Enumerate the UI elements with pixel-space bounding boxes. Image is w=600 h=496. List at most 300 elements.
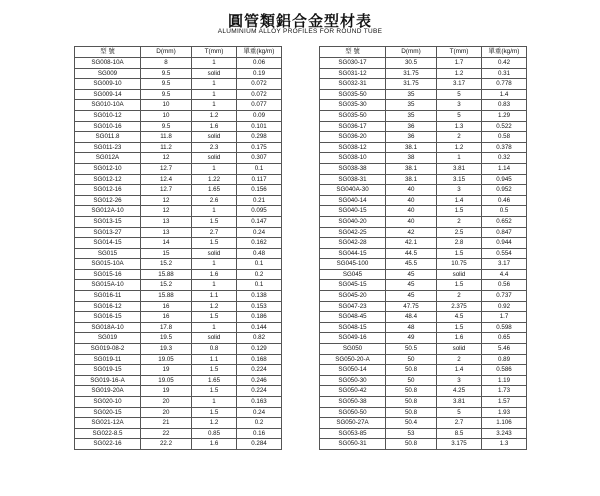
- cell-thickness: 10.75: [437, 259, 482, 270]
- cell-diameter: 19: [141, 365, 192, 376]
- cell-diameter: 15.2: [141, 280, 192, 291]
- cell-model: SG015-16: [75, 269, 141, 280]
- cell-model: SG012-16: [75, 185, 141, 196]
- cell-model: SG012-26: [75, 195, 141, 206]
- cell-diameter: 19.05: [141, 375, 192, 386]
- cell-model: SG009-10: [75, 79, 141, 90]
- header-unit-weight: 單重(kg/m): [237, 47, 282, 58]
- cell-diameter: 30.5: [386, 58, 437, 69]
- cell-diameter: 22: [141, 428, 192, 439]
- cell-model: SG038-31: [320, 174, 386, 185]
- cell-diameter: 45: [386, 280, 437, 291]
- cell-model: SG020-15: [75, 407, 141, 418]
- cell-unit-weight: 1.4: [482, 89, 527, 100]
- cell-unit-weight: 0.168: [237, 354, 282, 365]
- cell-thickness: solid: [192, 153, 237, 164]
- cell-thickness: 1.2: [192, 110, 237, 121]
- cell-thickness: 1.2: [437, 68, 482, 79]
- table-row: [320, 333, 527, 344]
- table-row: [320, 174, 527, 185]
- cell-model: SG048-15: [320, 322, 386, 333]
- cell-unit-weight: 0.944: [482, 238, 527, 249]
- cell-unit-weight: 1.3: [482, 439, 527, 450]
- cell-model: SG035-30: [320, 100, 386, 111]
- cell-model: SG038-12: [320, 142, 386, 153]
- cell-unit-weight: 1.106: [482, 418, 527, 429]
- cell-unit-weight: 0.778: [482, 79, 527, 90]
- cell-thickness: 1.5: [437, 206, 482, 217]
- cell-model: SG019: [75, 333, 141, 344]
- cell-diameter: 20: [141, 407, 192, 418]
- table-row: [75, 248, 282, 259]
- cell-diameter: 12: [141, 195, 192, 206]
- cell-diameter: 48.4: [386, 312, 437, 323]
- cell-unit-weight: 0.175: [237, 142, 282, 153]
- cell-diameter: 50: [386, 375, 437, 386]
- table-row: [320, 365, 527, 376]
- cell-thickness: 2: [437, 216, 482, 227]
- cell-thickness: 3.81: [437, 163, 482, 174]
- cell-unit-weight: 0.129: [237, 344, 282, 355]
- cell-thickness: 1.7: [437, 58, 482, 69]
- cell-thickness: 2: [437, 132, 482, 143]
- cell-model: SG014-15: [75, 238, 141, 249]
- cell-thickness: 1.1: [192, 291, 237, 302]
- cell-diameter: 11.2: [141, 142, 192, 153]
- cell-model: SG010-12: [75, 110, 141, 121]
- cell-unit-weight: 0.5: [482, 206, 527, 217]
- table-row: [75, 206, 282, 217]
- table-row: [75, 163, 282, 174]
- table-row: [320, 163, 527, 174]
- cell-diameter: 42.1: [386, 238, 437, 249]
- table-row: [320, 439, 527, 450]
- table-row: [75, 312, 282, 323]
- cell-model: SG019-15: [75, 365, 141, 376]
- cell-diameter: 12: [141, 153, 192, 164]
- cell-thickness: 1.4: [437, 365, 482, 376]
- table-row: [320, 100, 527, 111]
- cell-thickness: 3: [437, 375, 482, 386]
- cell-unit-weight: 0.147: [237, 216, 282, 227]
- table-row: [320, 132, 527, 143]
- table-row: [75, 354, 282, 365]
- cell-model: SG015-10A: [75, 259, 141, 270]
- cell-model: SG042-28: [320, 238, 386, 249]
- cell-thickness: 1.5: [192, 312, 237, 323]
- cell-thickness: 1.6: [192, 121, 237, 132]
- cell-unit-weight: 1.7: [482, 312, 527, 323]
- cell-model: SG045-20: [320, 291, 386, 302]
- cell-unit-weight: 4.4: [482, 269, 527, 280]
- cell-diameter: 9.5: [141, 68, 192, 79]
- cell-diameter: 21: [141, 418, 192, 429]
- cell-thickness: 1.5: [192, 386, 237, 397]
- cell-unit-weight: 0.117: [237, 174, 282, 185]
- cell-model: SG015: [75, 248, 141, 259]
- table-row: [320, 216, 527, 227]
- page-subtitle: ALUMINIUM ALLOY PROFILES FOR ROUND TUBE: [217, 28, 383, 35]
- cell-diameter: 20: [141, 397, 192, 408]
- cell-unit-weight: 1.19: [482, 375, 527, 386]
- cell-thickness: 1.2: [192, 301, 237, 312]
- cell-diameter: 16: [141, 312, 192, 323]
- cell-thickness: 4.5: [437, 312, 482, 323]
- cell-diameter: 19.3: [141, 344, 192, 355]
- cell-thickness: 1.6: [192, 269, 237, 280]
- table-row: [75, 280, 282, 291]
- table-row: [320, 375, 527, 386]
- cell-unit-weight: 0.83: [482, 100, 527, 111]
- cell-diameter: 49: [386, 333, 437, 344]
- cell-unit-weight: 0.65: [482, 333, 527, 344]
- cell-model: SG013-27: [75, 227, 141, 238]
- cell-model: SG008-10A: [75, 58, 141, 69]
- cell-unit-weight: 0.246: [237, 375, 282, 386]
- table-row: [75, 79, 282, 90]
- cell-model: SG040A-30: [320, 185, 386, 196]
- table-row: [75, 227, 282, 238]
- cell-model: SG048-45: [320, 312, 386, 323]
- cell-unit-weight: 0.21: [237, 195, 282, 206]
- cell-thickness: 1.22: [192, 174, 237, 185]
- cell-unit-weight: 0.58: [482, 132, 527, 143]
- cell-thickness: 5: [437, 89, 482, 100]
- table-row: [75, 322, 282, 333]
- table-row: [75, 439, 282, 450]
- cell-model: SG018A-10: [75, 322, 141, 333]
- cell-model: SG016-15: [75, 312, 141, 323]
- cell-diameter: 13: [141, 227, 192, 238]
- cell-diameter: 11.8: [141, 132, 192, 143]
- table-row: [320, 259, 527, 270]
- cell-diameter: 15.88: [141, 269, 192, 280]
- cell-diameter: 42: [386, 227, 437, 238]
- cell-diameter: 12.7: [141, 163, 192, 174]
- cell-model: SG038-38: [320, 163, 386, 174]
- cell-diameter: 15: [141, 248, 192, 259]
- cell-thickness: 3.175: [437, 439, 482, 450]
- cell-diameter: 45: [386, 269, 437, 280]
- cell-thickness: 2.7: [437, 418, 482, 429]
- cell-unit-weight: 5.46: [482, 344, 527, 355]
- cell-model: SG050-42: [320, 386, 386, 397]
- cell-unit-weight: 0.24: [237, 407, 282, 418]
- table-row: [75, 333, 282, 344]
- cell-diameter: 40: [386, 216, 437, 227]
- cell-diameter: 36: [386, 121, 437, 132]
- cell-unit-weight: 0.19: [237, 68, 282, 79]
- cell-thickness: 1: [192, 206, 237, 217]
- cell-unit-weight: 0.42: [482, 58, 527, 69]
- cell-model: SG016-11: [75, 291, 141, 302]
- cell-model: SG049-16: [320, 333, 386, 344]
- cell-thickness: 1.5: [192, 407, 237, 418]
- table-row: [75, 100, 282, 111]
- profile-table-left: [74, 46, 282, 450]
- cell-thickness: 1.5: [437, 248, 482, 259]
- table-row: [75, 68, 282, 79]
- cell-unit-weight: 0.522: [482, 121, 527, 132]
- table-row: [75, 121, 282, 132]
- table-row: [320, 312, 527, 323]
- cell-thickness: 2.8: [437, 238, 482, 249]
- cell-diameter: 38: [386, 153, 437, 164]
- cell-diameter: 17.8: [141, 322, 192, 333]
- table-row: [320, 269, 527, 280]
- page-title: 圓管類鋁合金型材表: [227, 12, 372, 30]
- cell-diameter: 45: [386, 291, 437, 302]
- cell-model: SG021-12A: [75, 418, 141, 429]
- table-row: [320, 344, 527, 355]
- cell-thickness: solid: [192, 333, 237, 344]
- table-row: [75, 397, 282, 408]
- cell-thickness: 8.5: [437, 428, 482, 439]
- table-row: [320, 121, 527, 132]
- cell-unit-weight: 0.101: [237, 121, 282, 132]
- cell-thickness: 1: [192, 397, 237, 408]
- cell-model: SG040-15: [320, 206, 386, 217]
- cell-diameter: 12.4: [141, 174, 192, 185]
- cell-unit-weight: 0.2: [237, 269, 282, 280]
- cell-thickness: 1.6: [192, 439, 237, 450]
- cell-model: SG032-31: [320, 79, 386, 90]
- cell-unit-weight: 0.186: [237, 312, 282, 323]
- cell-diameter: 50.8: [386, 439, 437, 450]
- header-diameter: D(mm): [141, 47, 192, 58]
- cell-model: SG050: [320, 344, 386, 355]
- cell-thickness: 1: [437, 153, 482, 164]
- cell-model: SG035-50: [320, 110, 386, 121]
- table-row: [75, 344, 282, 355]
- cell-thickness: 1: [192, 259, 237, 270]
- cell-diameter: 12: [141, 206, 192, 217]
- cell-thickness: 3: [437, 185, 482, 196]
- table-row: [75, 195, 282, 206]
- cell-diameter: 38.1: [386, 174, 437, 185]
- table-row: [320, 227, 527, 238]
- cell-thickness: 1: [192, 79, 237, 90]
- cell-thickness: 1.65: [192, 185, 237, 196]
- cell-unit-weight: 0.598: [482, 322, 527, 333]
- cell-model: SG012A: [75, 153, 141, 164]
- table-row: [320, 322, 527, 333]
- cell-unit-weight: 0.1: [237, 259, 282, 270]
- table-row: [75, 89, 282, 100]
- cell-unit-weight: 0.92: [482, 301, 527, 312]
- cell-thickness: 0.8: [192, 344, 237, 355]
- table-row: [75, 407, 282, 418]
- cell-diameter: 15.88: [141, 291, 192, 302]
- table-row: [75, 428, 282, 439]
- cell-model: SG012A-10: [75, 206, 141, 217]
- cell-diameter: 47.75: [386, 301, 437, 312]
- cell-model: SG019-11: [75, 354, 141, 365]
- cell-unit-weight: 0.652: [482, 216, 527, 227]
- cell-unit-weight: 0.298: [237, 132, 282, 143]
- cell-thickness: 1.5: [437, 322, 482, 333]
- cell-model: SG040-20: [320, 216, 386, 227]
- cell-unit-weight: 1.73: [482, 386, 527, 397]
- cell-unit-weight: 0.072: [237, 79, 282, 90]
- table-row: [75, 386, 282, 397]
- cell-diameter: 19: [141, 386, 192, 397]
- table-row: [75, 185, 282, 196]
- cell-unit-weight: 0.1: [237, 280, 282, 291]
- cell-diameter: 38.1: [386, 142, 437, 153]
- cell-unit-weight: 0.16: [237, 428, 282, 439]
- table-row: [320, 79, 527, 90]
- cell-diameter: 35: [386, 89, 437, 100]
- cell-diameter: 50.8: [386, 397, 437, 408]
- table-row: [320, 397, 527, 408]
- cell-thickness: 3.81: [437, 397, 482, 408]
- cell-model: SG022-8.5: [75, 428, 141, 439]
- cell-model: SG050-14: [320, 365, 386, 376]
- table-row: [320, 354, 527, 365]
- header-model: 型 號: [320, 47, 386, 58]
- cell-diameter: 45.5: [386, 259, 437, 270]
- cell-thickness: 2.6: [192, 195, 237, 206]
- cell-thickness: 1.5: [192, 365, 237, 376]
- table-header-row: [75, 47, 282, 58]
- cell-model: SG030-17: [320, 58, 386, 69]
- cell-unit-weight: 0.162: [237, 238, 282, 249]
- cell-unit-weight: 1.14: [482, 163, 527, 174]
- cell-thickness: 1.5: [437, 280, 482, 291]
- cell-diameter: 50.8: [386, 386, 437, 397]
- cell-diameter: 22.2: [141, 439, 192, 450]
- cell-thickness: solid: [192, 68, 237, 79]
- cell-diameter: 50.4: [386, 418, 437, 429]
- cell-diameter: 31.75: [386, 79, 437, 90]
- cell-unit-weight: 0.072: [237, 89, 282, 100]
- cell-diameter: 13: [141, 216, 192, 227]
- cell-diameter: 9.5: [141, 79, 192, 90]
- cell-model: SG031-12: [320, 68, 386, 79]
- cell-thickness: 1: [192, 163, 237, 174]
- header-diameter: D(mm): [386, 47, 437, 58]
- cell-diameter: 48: [386, 322, 437, 333]
- table-row: [320, 418, 527, 429]
- table-row: [320, 428, 527, 439]
- cell-unit-weight: 0.284: [237, 439, 282, 450]
- cell-model: SG019-20A: [75, 386, 141, 397]
- table-row: [75, 238, 282, 249]
- header-unit-weight: 單重(kg/m): [482, 47, 527, 58]
- cell-thickness: 3.15: [437, 174, 482, 185]
- cell-model: SG011.8: [75, 132, 141, 143]
- cell-thickness: 3.17: [437, 79, 482, 90]
- cell-unit-weight: 0.32: [482, 153, 527, 164]
- cell-unit-weight: 1.29: [482, 110, 527, 121]
- cell-diameter: 44.5: [386, 248, 437, 259]
- cell-model: SG045: [320, 269, 386, 280]
- cell-model: SG022-16: [75, 439, 141, 450]
- cell-model: SG012-10: [75, 163, 141, 174]
- cell-model: SG009-14: [75, 89, 141, 100]
- cell-unit-weight: 0.224: [237, 365, 282, 376]
- table-row: [320, 185, 527, 196]
- cell-diameter: 50.8: [386, 407, 437, 418]
- table-row: [320, 291, 527, 302]
- cell-unit-weight: 0.952: [482, 185, 527, 196]
- cell-unit-weight: 0.46: [482, 195, 527, 206]
- cell-model: SG050-31: [320, 439, 386, 450]
- cell-unit-weight: 0.144: [237, 322, 282, 333]
- table-row: [75, 418, 282, 429]
- cell-diameter: 35: [386, 110, 437, 121]
- cell-thickness: 1: [192, 58, 237, 69]
- cell-diameter: 10: [141, 100, 192, 111]
- table-row: [75, 291, 282, 302]
- cell-model: SG050-50: [320, 407, 386, 418]
- header-model: 型 號: [75, 47, 141, 58]
- cell-unit-weight: 0.06: [237, 58, 282, 69]
- cell-unit-weight: 0.82: [237, 333, 282, 344]
- table-row: [75, 153, 282, 164]
- cell-thickness: 2.5: [437, 227, 482, 238]
- cell-unit-weight: 0.48: [237, 248, 282, 259]
- cell-diameter: 40: [386, 185, 437, 196]
- cell-diameter: 50.5: [386, 344, 437, 355]
- cell-diameter: 16: [141, 301, 192, 312]
- cell-thickness: 1: [192, 100, 237, 111]
- cell-model: SG016-12: [75, 301, 141, 312]
- cell-unit-weight: 3.17: [482, 259, 527, 270]
- cell-diameter: 40: [386, 195, 437, 206]
- table-row: [320, 301, 527, 312]
- cell-unit-weight: 0.945: [482, 174, 527, 185]
- cell-thickness: 2: [437, 354, 482, 365]
- table-row: [320, 195, 527, 206]
- table-row: [320, 153, 527, 164]
- cell-diameter: 50.8: [386, 365, 437, 376]
- cell-thickness: solid: [437, 344, 482, 355]
- cell-thickness: 1.65: [192, 375, 237, 386]
- table-header-row: [320, 47, 527, 58]
- cell-model: SG015A-10: [75, 280, 141, 291]
- table-row: [320, 142, 527, 153]
- table-row: [320, 280, 527, 291]
- table-row: [320, 58, 527, 69]
- cell-model: SG038-10: [320, 153, 386, 164]
- cell-model: SG050-30: [320, 375, 386, 386]
- table-row: [320, 206, 527, 217]
- cell-model: SG009: [75, 68, 141, 79]
- cell-unit-weight: 0.378: [482, 142, 527, 153]
- table-row: [75, 132, 282, 143]
- table-row: [75, 58, 282, 69]
- cell-unit-weight: 0.138: [237, 291, 282, 302]
- cell-unit-weight: 0.307: [237, 153, 282, 164]
- cell-model: SG040-14: [320, 195, 386, 206]
- cell-model: SG044-15: [320, 248, 386, 259]
- header-thickness: T(mm): [437, 47, 482, 58]
- cell-unit-weight: 0.224: [237, 386, 282, 397]
- table-row: [75, 365, 282, 376]
- cell-unit-weight: 0.1: [237, 163, 282, 174]
- table-row: [320, 386, 527, 397]
- cell-diameter: 38.1: [386, 163, 437, 174]
- cell-model: SG011-23: [75, 142, 141, 153]
- cell-thickness: 1.5: [192, 216, 237, 227]
- cell-unit-weight: 1.93: [482, 407, 527, 418]
- cell-model: SG020-10: [75, 397, 141, 408]
- cell-unit-weight: 0.163: [237, 397, 282, 408]
- cell-unit-weight: 0.847: [482, 227, 527, 238]
- cell-diameter: 15.2: [141, 259, 192, 270]
